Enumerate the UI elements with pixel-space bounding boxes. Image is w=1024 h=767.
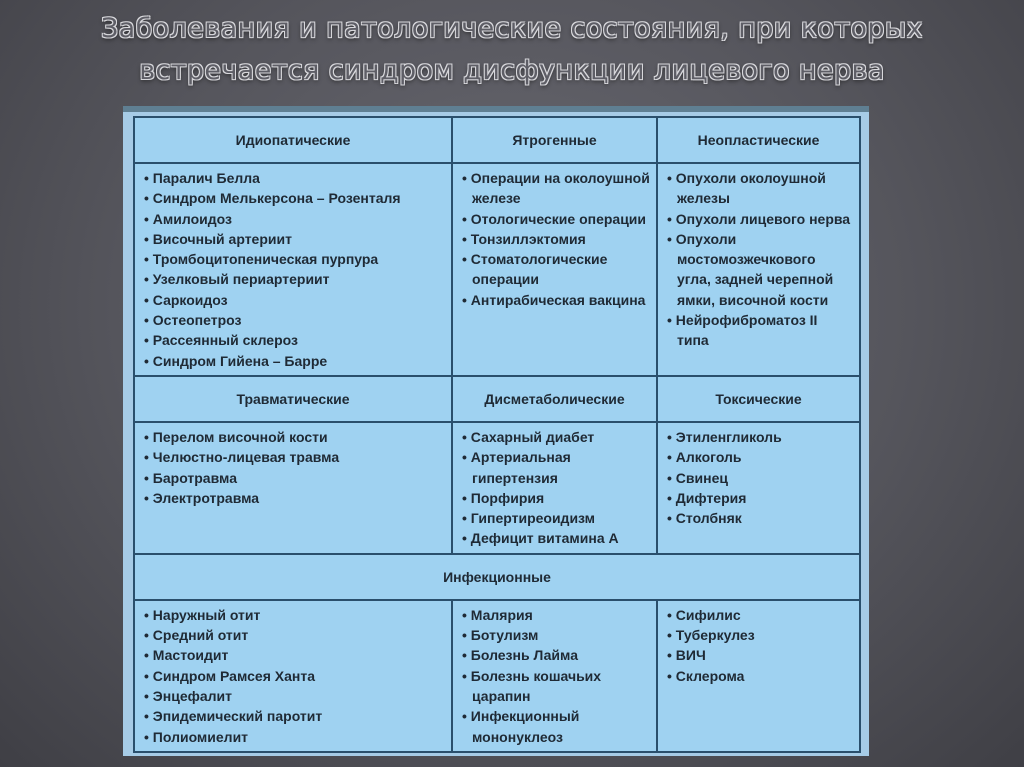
list-iatrogenic [462,168,650,310]
list-item: • Мастоидит [144,645,445,665]
list-item: • Алкоголь [667,447,853,467]
list-item: • Энцефалит [144,686,445,706]
list-item: • Височный артериит [144,229,445,249]
list-traumatic [144,427,445,508]
list-item: • Дефицит витамина А [462,528,650,548]
list-item: • Опухоли лицевого нерва [667,209,853,229]
header-row-3 [134,554,860,600]
content-row-2 [134,422,860,554]
list-item: • Туберкулез [667,625,853,645]
list-item: • Инфекционный мононуклеоз [462,706,650,747]
list-item: • Челюстно-лицевая травма [144,447,445,467]
list-item: • Гипертиреоидизм [462,508,650,528]
list-neoplastic [667,168,853,351]
header-row-1 [134,117,860,163]
etiology-table [133,116,861,753]
cell-toxic [657,422,860,554]
list-item: • Саркоидоз [144,290,445,310]
content-row-1 [134,163,860,376]
cell-infectious-1 [134,600,452,752]
header-neoplastic: Неопластические [657,117,860,163]
list-item: • Сифилис [667,605,853,625]
cell-traumatic [134,422,452,554]
list-item: • Свинец [667,468,853,488]
list-item: • Баротравма [144,468,445,488]
list-item: • Стоматологические операции [462,249,650,290]
list-item: • Синдром Гийена – Барре [144,351,445,371]
list-item: • Антирабическая вакцина [462,290,650,310]
list-item: • Малярия [462,605,650,625]
list-item: • Болезнь Лайма [462,645,650,665]
table-top-edge [123,106,869,112]
list-item: • Склерома [667,666,853,686]
list-infectious-3 [667,605,853,686]
list-item: • Сахарный диабет [462,427,650,447]
list-toxic [667,427,853,528]
list-item: • Отологические операции [462,209,650,229]
header-toxic: Токсические [657,376,860,422]
list-dysmetabolic [462,427,650,549]
header-idiopathic: Идиопатические [134,117,452,163]
list-infectious-2 [462,605,650,747]
list-item: • Болезнь кошачьих царапин [462,666,650,707]
list-item: • Операции на околоушной железе [462,168,650,209]
list-item: • Столбняк [667,508,853,528]
list-item: • Этиленгликоль [667,427,853,447]
list-item: • Тромбоцитопеническая пурпура [144,249,445,269]
slide-title-line-2: встречается синдром дисфункции лицевого нерва [139,55,885,86]
list-item: • Ботулизм [462,625,650,645]
cell-iatrogenic [452,163,657,376]
list-item: • ВИЧ [667,645,853,665]
list-item: • Опухоли околоушной железы [667,168,853,209]
header-row-2 [134,376,860,422]
cell-idiopathic [134,163,452,376]
list-item: • Полиомиелит [144,727,445,747]
list-item: • Нейрофиброматоз II типа [667,310,853,351]
list-item: • Порфирия [462,488,650,508]
list-item: • Опухоли мостомозжечкового угла, задней черепной ямки, височной кости [667,229,853,310]
cell-neoplastic [657,163,860,376]
list-infectious-1 [144,605,445,747]
list-item: • Паралич Белла [144,168,445,188]
cell-dysmetabolic [452,422,657,554]
header-dysmetabolic: Дисметаболические [452,376,657,422]
header-infectious: Инфекционные [134,554,860,600]
slide-title-line-1: Заболевания и патологические состояния, при которых [100,13,924,44]
list-item: • Рассеянный склероз [144,330,445,350]
list-item: • Узелковый периартериит [144,269,445,289]
table-image-frame [123,106,869,756]
list-item: • Тонзиллэктомия [462,229,650,249]
content-row-3 [134,600,860,752]
list-item: • Остеопетроз [144,310,445,330]
list-item: • Наружный отит [144,605,445,625]
list-item: • Синдром Мелькерсона – Розенталя [144,188,445,208]
header-traumatic: Травматические [134,376,452,422]
list-item: • Дифтерия [667,488,853,508]
list-item: • Артериальная гипертензия [462,447,650,488]
list-item: • Перелом височной кости [144,427,445,447]
slide-title [0,8,1024,92]
list-item: • Амилоидоз [144,209,445,229]
header-iatrogenic: Ятрогенные [452,117,657,163]
list-item: • Синдром Рамсея Ханта [144,666,445,686]
cell-infectious-2 [452,600,657,752]
list-item: • Эпидемический паротит [144,706,445,726]
list-idiopathic [144,168,445,371]
list-item: • Электротравма [144,488,445,508]
cell-infectious-3 [657,600,860,752]
list-item: • Средний отит [144,625,445,645]
